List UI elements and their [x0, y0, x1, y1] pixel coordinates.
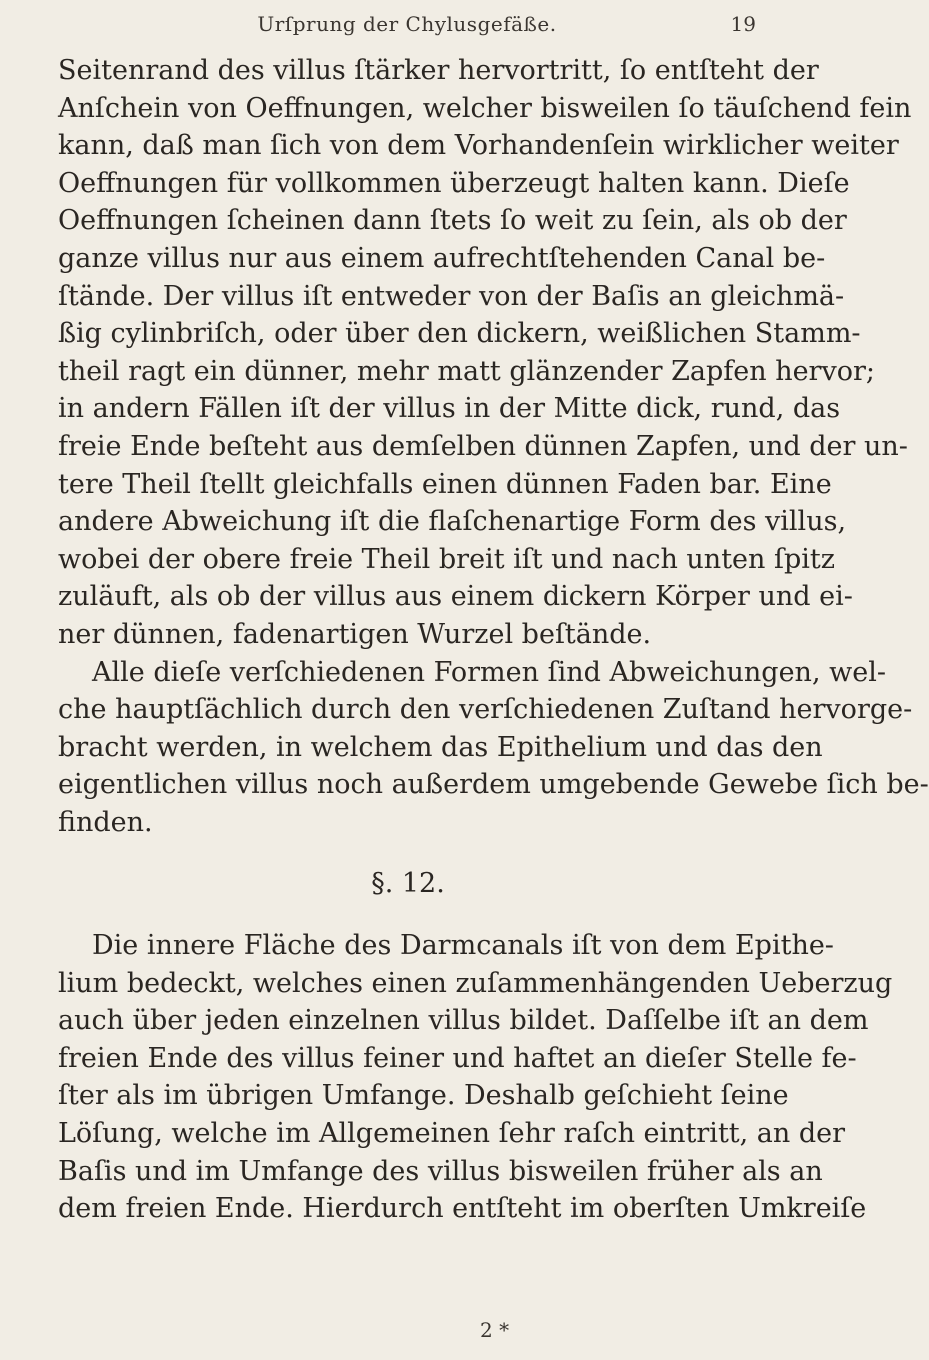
text-line: tere Theil ſtellt gleichfalls einen dünnen Faden bar. Eine [58, 468, 832, 500]
text-line: Oeffnungen ſcheinen dann ſtets ſo weit zu ſein, als ob der [58, 205, 847, 237]
text-line: eigentlichen villus noch außerdem umgebende Gewebe ſich be- [58, 769, 929, 801]
section-heading: §. 12. [371, 868, 445, 900]
text-line: che hauptſächlich durch den verſchiedenen Zuſtand hervorge- [58, 694, 913, 726]
text-line: Die innere Fläche des Darmcanals iſt von dem Epithe- [92, 930, 834, 962]
text-line: Baſis und im Umfange des villus bisweilen früher als an [58, 1155, 823, 1187]
paragraph-1 [58, 52, 912, 654]
text-line: dem freien Ende. Hierdurch entſteht im oberſten Umkreiſe [58, 1193, 867, 1225]
text-line: ſter als im übrigen Umfange. Deshalb geſchieht ſeine [58, 1080, 789, 1112]
text-block [58, 52, 929, 1228]
page-number: 19 [730, 12, 756, 36]
text-line: ganze villus nur aus einem aufrechtſtehenden Canal be- [58, 242, 826, 274]
text-line: freien Ende des villus feiner und haftet an dieſer Stelle fe- [58, 1042, 857, 1074]
text-line: wobei der obere freie Theil breit iſt und nach unten ſpitz [58, 543, 835, 575]
running-title: Urſprung der Chylusgefäße. [257, 12, 557, 36]
text-line: auch über jeden einzelnen villus bildet. Daſſelbe iſt an dem [58, 1005, 869, 1037]
text-line: bracht werden, in welchem das Epithelium und das den [58, 731, 823, 763]
text-line: ſtände. Der villus iſt entweder von der Baſis an gleichmä- [58, 280, 845, 312]
text-line: ßig cylinbriſch, oder über den dickern, weißlichen Stamm- [58, 318, 861, 350]
text-line: Anſchein von Oeffnungen, welcher bisweilen ſo täuſchend fein [58, 92, 912, 124]
running-head [58, 12, 756, 42]
text-line: finden. [58, 806, 153, 838]
signature-mark: 2 * [480, 1318, 510, 1342]
text-line: freie Ende beſteht aus demſelben dünnen Zapfen, und der un- [58, 430, 908, 462]
text-line: theil ragt ein dünner, mehr matt glänzender Zapfen hervor; [58, 355, 875, 387]
paragraph-2 [58, 654, 929, 842]
section-gap [58, 903, 758, 927]
text-line: Oeffnungen für vollkommen überzeugt halten kann. Dieſe [58, 167, 850, 199]
text-line: Seitenrand des villus ſtärker hervortritt, ſo entſteht der [58, 55, 819, 86]
text-line: andere Abweichung iſt die flaſchenartige Form des villus, [58, 506, 847, 538]
text-line: zuläuft, als ob der villus aus einem dickern Körper und ei- [58, 581, 853, 613]
text-line: in andern Fällen iſt der villus in der Mitte dick, rund, das [58, 393, 841, 425]
text-line: Löſung, welche im Allgemeinen ſehr raſch eintritt, an der [58, 1118, 846, 1150]
paragraph-3 [58, 927, 893, 1228]
text-line: Alle dieſe verſchiedenen Formen ſind Abweichungen, wel- [92, 656, 886, 688]
text-line: lium bedeckt, welches einen zuſammenhängenden Ueberzug [58, 967, 893, 999]
section-gap [58, 841, 758, 865]
text-line: kann, daß man ſich von dem Vorhandenſein wirklicher weiter [58, 130, 899, 162]
text-line: ner dünnen, fadenartigen Wurzel beſtände. [58, 618, 652, 650]
